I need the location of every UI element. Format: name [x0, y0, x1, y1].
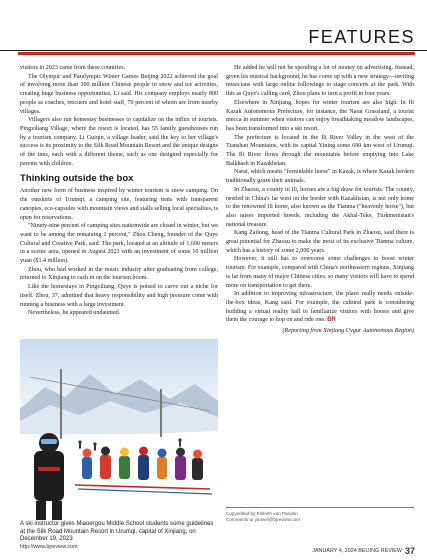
end-mark: BR: [327, 317, 336, 324]
paragraph: However, it still has to overcome some challenges to boost winter tourism. For example, compared with China's northeastern regions, Xinjiang is far from many of major Chinese cities, so many visitors will have to spend more on transportation to get there.: [226, 256, 414, 289]
copyedit-credit: Copyedited by Elsbeth van Paridon: [226, 511, 298, 516]
section-heading: Thinking outside the box: [20, 173, 134, 185]
reporting-source: (Reporting from Xinjiang Uygur Autonomous Region): [282, 328, 414, 335]
paragraph: The Olympic and Paralympic Winter Games Beijing 2022 achieved the goal of involving more than 300 million Chinese people in snow and ice activities, creating huge business opportunities, Li said. His company employs nearly 800 people as coaches, rescuers and hotel staff, 70 percent of whom are from nearby villages.: [20, 73, 218, 115]
ski-scene-illustration: [20, 339, 218, 520]
page-number: 37: [404, 545, 415, 556]
paragraph: Like the homestays in Pingxiliang, Quye is poised to carve out a niche for itself. Zhou, 37, admitted that heavy responsibility and high pressure come with running a business with a large investment.: [20, 284, 218, 308]
credits: [226, 511, 414, 523]
paragraph: Narat, which means "formidable horse" in Kazak, is where Kazak herders traditionally graze their animals.: [226, 169, 414, 185]
header-rule: [0, 50, 427, 51]
ski-lesson-photo: [20, 339, 218, 520]
paragraph: Elsewhere in Xinjiang, hopes for winter tourism are also high. In Ili Kazak Autonomous Prefecture, for instance, the Narat Grassland, a tourist mecca in summer when visitors can enjoy breathtaking meadow landscapes, has been transformed into a ski resort.: [226, 99, 414, 132]
right-column: [226, 64, 414, 336]
credits-divider: [226, 507, 414, 508]
header-accent-bar: [18, 52, 415, 55]
issue-date: JANUARY 4, 2024 BEIJING REVIEW: [312, 547, 402, 554]
paragraph: visitors in 2023 came from these countries.: [20, 65, 126, 71]
left-column: [20, 64, 218, 318]
paragraph: Another new form of business inspired by winter tourism is snow camping. On the outskirts of Urumqi, a camping site, featuring tents with transparent canopies, eco-capsules with mountain views and stalls selling local specialties, is open for reservations.: [20, 188, 218, 221]
photo-caption: A ski instructor gives Miaoergou Middle School students some guidelines at the Silk Road Mountain Resort in Urumqi, capital of Xinjiang, on December 19, 2023: [20, 521, 214, 542]
section-title: FEATURES: [308, 27, 415, 47]
paragraph-final: [226, 290, 414, 325]
footer-url: http://www.bjreview.com: [20, 544, 78, 550]
paragraph: Kang Zailong, head of the Tianma Cultural Park in Zhaosu, said there is great potential for Zhaosu to make the most of its exclusive Tianma culture, which has a history of some 2,000 years.: [226, 230, 414, 254]
paragraph: Zhou, who had worked in the music industry after graduating from college, returned to Xinjiang to cash in on the tourism boom.: [20, 266, 218, 282]
footer-issue-info: [312, 542, 415, 560]
page-header: [0, 0, 427, 50]
paragraph: "Ninety-nine percent of camping sites nationwide are closed in winter, but we want to be among the remaining 1 percent," Zhou Cheng, founder of the Quye Cultural and Creative Park, said. The park, located at an altitude of 1,600 meters in a scenic area, opened in August 2023 with an investment of some 10 million yuan ($1.4 million).: [20, 223, 218, 265]
paragraph: Villagers also run homestay businesses to capitalize on the influx of tourists. Pingxiliang Village, where the resort is located, has 55 family guesthouses run by a tourism company. Li Guiqin, a village leader, said the key to her village's success is its proximity to the Silk Road Mountain Resort and the unique designs of the inns, each with a different theme, such as one designed especially for parents with children.: [20, 117, 218, 167]
paragraph: He added he will not be spending a lot of money on advertising. Instead, given his musical background, he has come up with a new strategy—inviting musicians with large online followings to stage concerts at the park. With this as Quye's calling card, Zhou plans to turn a profit in four years.: [226, 65, 414, 98]
paragraph-text: In addition to improving infrastructure, the place really needs outside-the-box ideas, Kang said. For example, the cultural park is considering building a virtual reality hall to familiarize visitors with horses and give them the courage to hop on and ride one.: [226, 291, 414, 324]
paragraph: The prefecture is located in the Ili River Valley in the west of the Tianshan Mountains, with its capital Yining some 690 km west of Urumqi. The Ili River flows through the mountains before emptying into Lake Balkhash in Kazakhstan.: [226, 134, 414, 167]
paragraph: Nevertheless, he appeared undaunted.: [28, 310, 121, 317]
paragraph: In Zhaosu, a county in Ili, horses are a big draw for tourists. The county, nestled in China's far west on the border with Kazakhstan, is not only home to the renowned Ili horse, also known as the Tianma ("heavenly horse"), but also raises imported breeds, including the Akhal-Teke, Turkmenistan's national treasure.: [226, 186, 414, 228]
comments-contact: Comments to yanwei@bjreview.com: [226, 517, 301, 522]
